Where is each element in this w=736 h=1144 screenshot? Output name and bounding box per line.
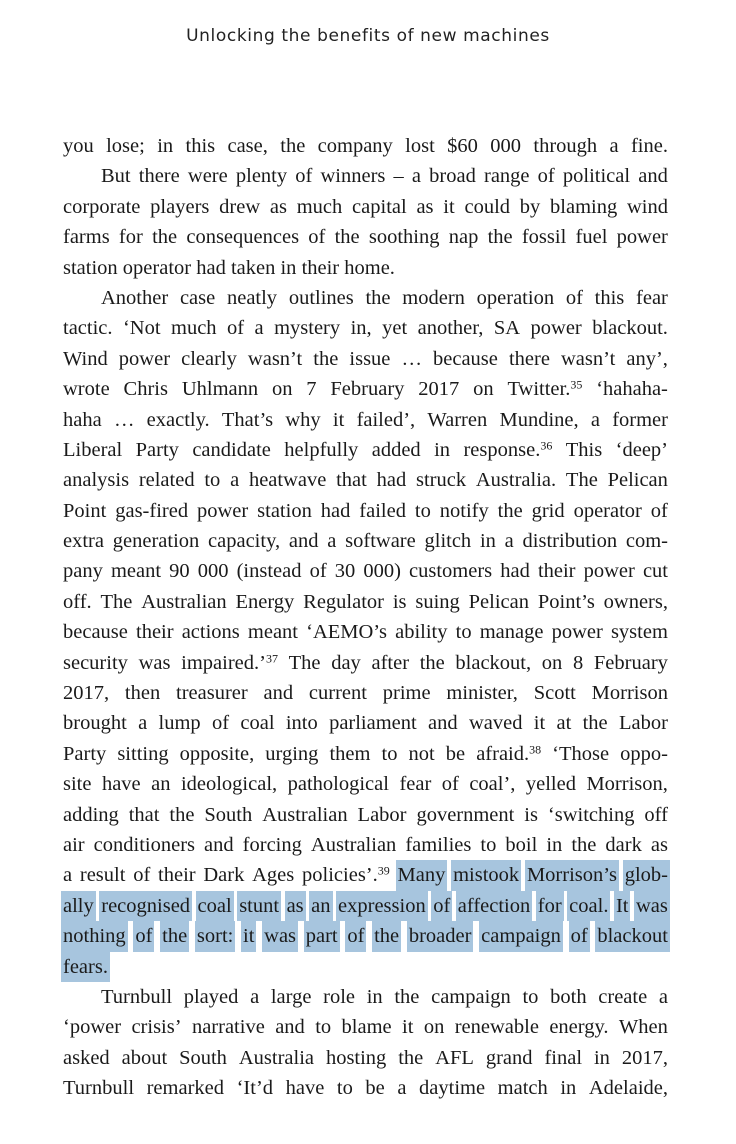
text-line: haha … exactly. That’s why it failed’, Warren Mundine, a former xyxy=(63,408,668,431)
text-line: adding that the South Australian Labor government is ‘switching off xyxy=(63,803,668,826)
text-line: off. The Australian Energy Regulator is suing Pelican Point’s owners, xyxy=(63,590,668,613)
footnote-ref: 37 xyxy=(265,651,278,666)
text-line: farms for the consequences of the soothing nap the fossil fuel power xyxy=(63,226,668,249)
text-line: But there were plenty of winners – a broad range of political and xyxy=(101,165,668,188)
text-line: wrote Chris Uhlmann on 7 February 2017 on Twitter.$^{35}$ ‘hahaha- xyxy=(63,377,668,401)
text-line: air conditioners and forcing Australian families to boil in the dark as xyxy=(63,833,668,856)
text-line: Liberal Party candidate helpfully added in response.$^{36}$ This ‘deep’ xyxy=(63,438,668,461)
text-line: Turnbull remarked ‘It’d have to be a daytime match in Adelaide, xyxy=(63,1077,668,1100)
text-line: pany meant 90 000 (instead of 30 000) customers had their power cut xyxy=(63,560,668,583)
text-line: Party sitting opposite, urging them to not be afraid.$^{38}$ ‘Those oppo- xyxy=(63,742,668,765)
text-line: a result of their Dark Ages policies’.$^{39}$ Many mistook Morrison’s glob- xyxy=(63,860,668,890)
text-line: you lose; in this case, the company lost $60 000 through a fine. xyxy=(63,135,668,157)
footnote-ref: 38 xyxy=(529,742,542,757)
text-line: ally recognised coal stunt as an expression of affection for coal. It was xyxy=(63,891,668,921)
body-text xyxy=(63,131,668,1104)
text-line: corporate players drew as much capital as it could by blaming wind xyxy=(63,195,668,218)
text-line: security was impaired.’$^{37}$ The day after the blackout, on 8 February xyxy=(63,651,668,674)
text-line: asked about South Australia hosting the AFL grand final in 2017, xyxy=(63,1046,668,1069)
text-line: nothing of the sort: it was part of the broader campaign of blackout xyxy=(63,921,668,951)
text-line: Point gas-fired power station had failed to notify the grid operator of xyxy=(63,499,668,522)
text-line: site have an ideological, pathological fear of coal’, yelled Morrison, xyxy=(63,773,668,796)
text-line: brought a lump of coal into parliament and waved it at the Labor xyxy=(63,712,668,735)
text-line: Turnbull played a large role in the campaign to both create a xyxy=(101,985,668,1008)
footnote-ref: 39 xyxy=(377,863,390,878)
text-line: Another case neatly outlines the modern operation of this fear xyxy=(101,286,668,309)
text-line: analysis related to a heatwave that had struck Australia. The Pelican xyxy=(63,469,668,492)
text-line: station operator had taken in their home. xyxy=(63,256,395,279)
footnote-ref: 35 xyxy=(570,377,583,392)
text-line: tactic. ‘Not much of a mystery in, yet another, SA power blackout. xyxy=(63,317,668,340)
text-line: extra generation capacity, and a software glitch in a distribution com- xyxy=(63,530,668,553)
text-line: 2017, then treasurer and current prime minister, Scott Morrison xyxy=(63,682,668,705)
text-line: Wind power clearly wasn’t the issue … because there wasn’t any’, xyxy=(63,347,668,370)
footnote-ref: 36 xyxy=(540,438,553,453)
running-head: Unlocking the benefits of new machines xyxy=(186,26,550,46)
text-line: ‘power crisis’ narrative and to blame it on renewable energy. When xyxy=(63,1016,668,1039)
text-line: because their actions meant ‘AEMO’s ability to manage power system xyxy=(63,621,668,644)
text-line: fears. xyxy=(63,952,668,982)
